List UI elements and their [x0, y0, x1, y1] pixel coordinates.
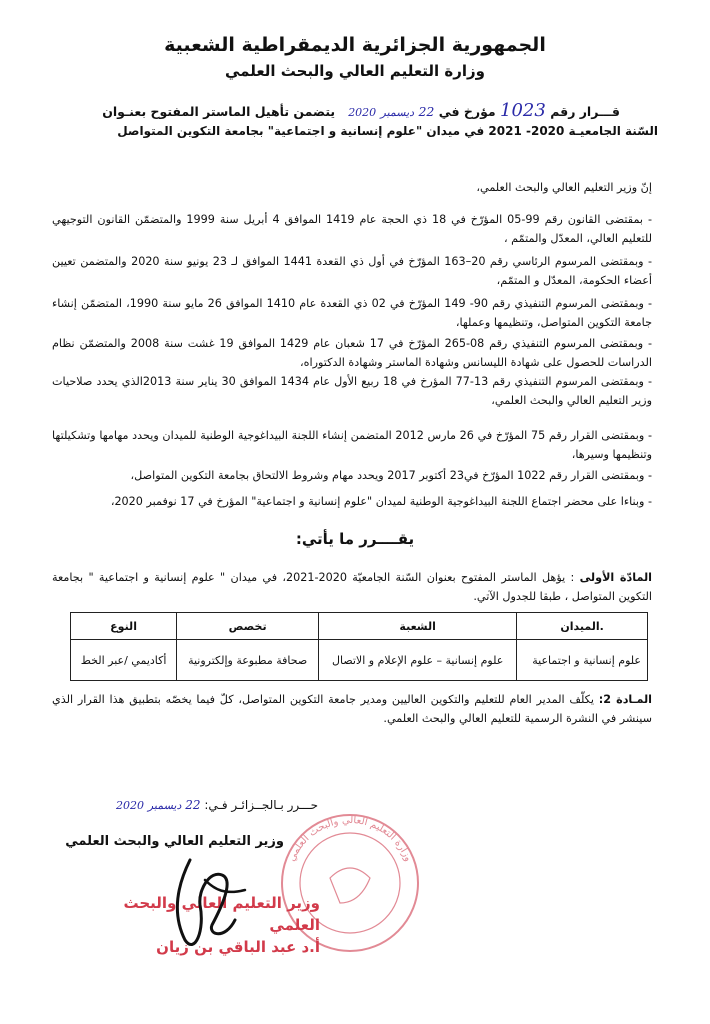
- decree-dated-label: مؤرخ في: [438, 104, 496, 119]
- column-header-type: النوع: [71, 613, 177, 640]
- handwritten-signature-icon: [150, 850, 260, 960]
- ministry-heading: وزارة التعليم العالي والبحث العلمي: [224, 62, 486, 80]
- svg-text:وزارة التعليم العالي والبحث ال: [286, 815, 413, 863]
- decree-date-month: ديسمبر: [380, 106, 415, 119]
- preamble-item: - وبناءا على محضر اجتماع اللجنة البيداغوجية الوطنية لميدان "علوم إنسانية و اجتماعية" المؤرخ في 17 نوفمبر 2020،: [110, 495, 652, 508]
- table-header-row: [71, 613, 648, 640]
- cell-domain: علوم إنسانية و اجتماعية: [517, 640, 648, 681]
- decree-date-year: 2020: [348, 106, 377, 119]
- decree-prefix: قـــرار رقم: [550, 104, 620, 119]
- done-at-label: حـــرر بـالجــزائـر فـي:: [204, 798, 318, 812]
- decree-number: 1023: [500, 100, 546, 121]
- cell-specialty: صحافة مطبوعة وإلكترونية: [177, 640, 319, 681]
- seal-text: وزارة التعليم العالي والبحث العلمي: [286, 814, 414, 864]
- preamble-item: - وبمقتضى المرسوم التنفيذي رقم 08-265 المؤرّخ في 17 شعبان عام 1429 الموافق 19 غشت سنة 2008 والمتضمّن نظام الدراسات للحصول على شهادة الليسانس وشهادة الماستر وشهادة الدكتوراه،: [52, 337, 652, 369]
- article-2: [52, 690, 652, 728]
- decides-heading: يقــــرر ما يأتي:: [295, 530, 415, 548]
- decree-title-line: [100, 100, 620, 121]
- preamble-item: - وبمقتضى القرار رقم 1022 المؤرّخ في23 أكتوبر 2017 ويحدد مهام وشروط الالتحاق بجامعة التكوين المتواصل،: [130, 469, 652, 482]
- preamble-item: - وبمقتضى القرار رقم 75 المؤرّخ في 26 مارس 2012 المتضمن إنشاء اللجنة البيداغوجية الوطنية للميدان ويحدد مهامها وتشكيلتها وتنظيمها وسيرها،: [52, 429, 653, 461]
- article-1: [52, 568, 652, 606]
- decree-subject: يتضمن تأهيل الماستر المفتوح بعنـوان: [102, 104, 336, 119]
- column-header-branch: الشعبة: [319, 613, 517, 640]
- column-header-specialty: تخصص: [177, 613, 319, 640]
- preamble-item: - وبمقتضى المرسوم الرئاسي رقم 20–163 المؤرّخ في أول ذي القعدة 1441 الموافق لـ 23 يونيو سنة 2020 والمتضمن تعيين أعضاء الحكومة، المعدّل و المتمّم،: [52, 255, 652, 287]
- preamble-item: - وبمقتضى المرسوم التنفيذي رقم 90- 149 المؤرّخ في 02 ذي القعدة عام 1410 الموافق 26 مايو سنة 1990، المتضمّن إنشاء جامعة التكوين المتواصل، وتنظيمها وعملها،: [52, 297, 653, 329]
- preamble-minister: إنّ وزير التعليم العالي والبحث العلمي،: [476, 181, 652, 194]
- column-header-domain: .الميدان: [517, 613, 648, 640]
- stamp-minister-name: أ.د عبد الباقي بن زيان: [156, 938, 320, 956]
- signatory-title: وزير التعليم العالي والبحث العلمي: [65, 834, 284, 849]
- table-row: [71, 640, 648, 681]
- article-1-label: المادّة الأولى: [579, 571, 652, 584]
- decree-date-day: 22: [418, 104, 435, 119]
- republic-heading: الجمهورية الجزائرية الديمقراطية الشعبية: [164, 34, 546, 56]
- cell-type: أكاديمي /عبر الخط: [71, 640, 177, 681]
- signature-date-year: 2020: [116, 799, 145, 812]
- signature-date-month: ديسمبر: [147, 799, 182, 812]
- signature-date-day: 22: [185, 798, 201, 812]
- article-1-text: : يؤهل الماستر المفتوح بعنوان السّنة الجامعيّة 2020-2021، في ميدان " علوم إنسانية و اجتماعية " بجامعة التكوين المتواصل ، طبقا للجدول الآتي.: [52, 571, 652, 603]
- stamp-title: وزير التعليم العالي والبحث العلمي: [123, 894, 320, 934]
- article-2-text: يكلّف المدير العام للتعليم والتكوين العاليين ومدير جامعة التكوين المتواصل، كلّ فيما يخصّه بتطبيق هذا القرار الذي سينشر في النشرة الرسمية للتعليم العالي والبحث العلمي.: [52, 693, 652, 725]
- decree-subject-line2: السّنة الجامعيـة 2020- 2021 في ميدان "علوم إنسانية و اجتماعية" بجامعة التكوين المتواصل: [117, 124, 658, 138]
- specialty-table: [70, 612, 648, 681]
- cell-branch: علوم إنسانية – علوم الإعلام و الاتصال: [319, 640, 517, 681]
- preamble-item: - وبمقتضى المرسوم التنفيذي رقم 13-77 المؤرخ في 18 ربيع الأول عام 1434 الموافق 30 يناير سنة 2013الذي يحدد صلاحيات وزير التعليم العالي والبحث العلمي،: [52, 375, 653, 407]
- article-2-label: المـادة 2:: [598, 693, 652, 706]
- preamble-item: - بمقتضى القانون رقم 99-05 المؤرّخ في 18 ذي الحجة عام 1419 الموافق 4 أبريل سنة 1999 والمتضمّن القانون التوجيهي للتعليم العالي، المعدّل والمتمّم ،: [52, 213, 653, 245]
